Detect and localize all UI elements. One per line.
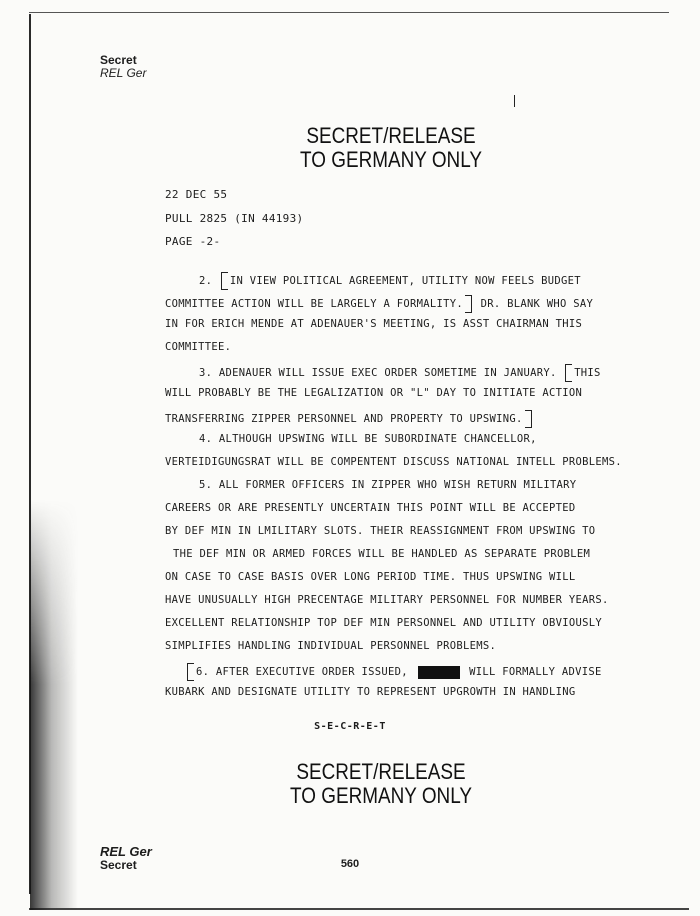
text-line: 3. ADENAUER WILL ISSUE EXEC ORDER SOMETIME IN JANUARY. THIS [199, 364, 601, 382]
text-line: EXCELLENT RELATIONSHIP TOP DEF MIN PERSONNEL AND UTILITY OBVIOUSLY [165, 617, 603, 629]
text-line: BY DEF MIN IN LMILITARY SLOTS. THEIR REASSIGNMENT FROM UPSWING TO [165, 525, 596, 537]
classification-rel-ger: REL Ger [100, 66, 147, 81]
scan-shadow [30, 500, 78, 910]
text-line: WILL PROBABLY BE THE LEGALIZATION OR "L" DAY TO INITIATE ACTION [165, 387, 583, 399]
release-stamp-top [90, 124, 692, 172]
classification-footer: S-E-C-R-E-T [314, 721, 386, 732]
cable-page: PAGE -2- [165, 235, 221, 248]
text-line: 6. AFTER EXECUTIVE ORDER ISSUED, WILL FORMALLY ADVISE [185, 663, 602, 681]
text-line: THE DEF MIN OR ARMED FORCES WILL BE HANDLED AS SEPARATE PROBLEM [173, 548, 591, 560]
bracket-open [187, 663, 194, 681]
text-line: 5. ALL FORMER OFFICERS IN ZIPPER WHO WISH RETURN MILITARY [199, 479, 577, 491]
bracket-open [221, 272, 228, 290]
bracket-close [525, 410, 532, 428]
bottom-scan-edge [29, 908, 689, 910]
text-line: KUBARK AND DESIGNATE UTILITY TO REPRESENT UPGROWTH IN HANDLING [165, 686, 576, 698]
top-scan-edge [29, 12, 669, 13]
text-line: 4. ALTHOUGH UPSWING WILL BE SUBORDINATE CHANCELLOR, [199, 433, 537, 445]
text-line: COMMITTEE. [165, 341, 232, 353]
classification-secret: Secret [100, 858, 137, 873]
stamp-line-2: TO GERMANY ONLY [290, 783, 472, 808]
text-line: COMMITTEE ACTION WILL BE LARGELY A FORMALITY. DR. BLANK WHO SAY [165, 295, 593, 313]
stray-mark [514, 95, 515, 107]
text-line: TRANSFERRING ZIPPER PERSONNEL AND PROPERTY TO UPSWING. [165, 410, 534, 428]
text-line: IN FOR ERICH MENDE AT ADENAUER'S MEETING, IS ASST CHAIRMAN THIS [165, 318, 583, 330]
redaction-box [418, 666, 460, 679]
classification-rel-ger: REL Ger [100, 844, 152, 859]
top-left-classification [100, 54, 146, 80]
text-line: HAVE UNUSUALLY HIGH PRECENTAGE MILITARY PERSONNEL FOR NUMBER YEARS. [165, 594, 609, 606]
text-line: SIMPLIFIES HANDLING INDIVIDUAL PERSONNEL PROBLEMS. [165, 640, 497, 652]
release-stamp-bottom [80, 760, 682, 808]
cable-date: 22 DEC 55 [165, 188, 228, 201]
page-number: 560 [340, 858, 360, 870]
classification-secret: Secret [100, 53, 137, 67]
text-line: VERTEIDIGUNGSRAT WILL BE COMPENTENT DISCUSS NATIONAL INTELL PROBLEMS. [165, 456, 622, 468]
cable-reference: PULL 2825 (IN 44193) [165, 212, 304, 225]
bracket-open [565, 364, 572, 382]
text-line: 2. IN VIEW POLITICAL AGREEMENT, UTILITY NOW FEELS BUDGET [199, 272, 581, 290]
stamp-line-1: SECRET/RELEASE [296, 759, 466, 784]
stamp-line-2: TO GERMANY ONLY [300, 147, 482, 172]
text-line: CAREERS OR ARE PRESENTLY UNCERTAIN THIS POINT WILL BE ACCEPTED [165, 502, 576, 514]
stamp-line-1: SECRET/RELEASE [306, 123, 476, 148]
text-line: ON CASE TO CASE BASIS OVER LONG PERIOD TIME. THUS UPSWING WILL [165, 571, 576, 583]
bracket-close [465, 295, 472, 313]
